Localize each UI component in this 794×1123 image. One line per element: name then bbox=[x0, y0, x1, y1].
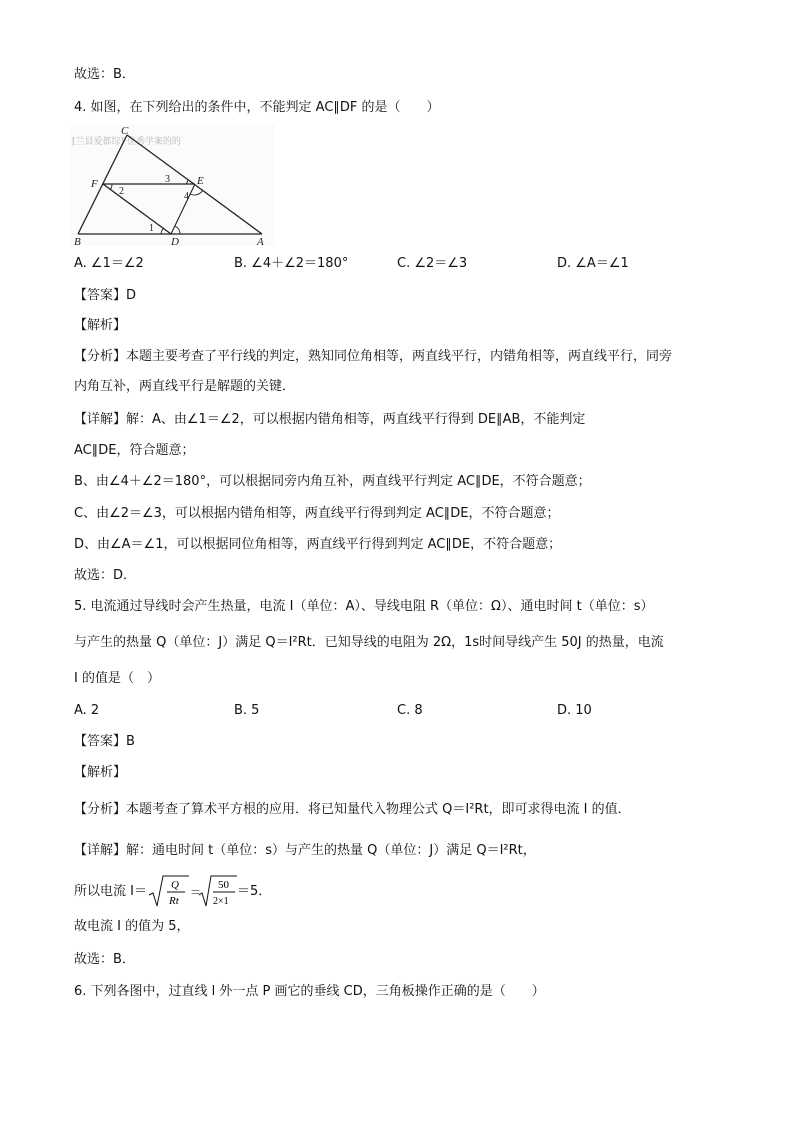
gu-5: 故电流 I 的值为 5， bbox=[74, 919, 190, 934]
sqrt-num-1: Q bbox=[170, 879, 179, 891]
label-E: E bbox=[197, 175, 204, 187]
label-angle-3: 3 bbox=[165, 174, 170, 185]
q5-option-c: C. 8 bbox=[397, 703, 423, 718]
label-angle-4: 4 bbox=[184, 191, 189, 202]
question-5-line1: 5. 电流通过导线时会产生热量，电流 I（单位：A）、导线电阻 R（单位：Ω）、通电时间 t（单位：s） bbox=[74, 599, 654, 614]
formula-line bbox=[74, 872, 271, 912]
sqrt-den-2: 2×1 bbox=[212, 896, 229, 907]
q5-option-d: D. 10 bbox=[557, 703, 592, 718]
question-4: 4. 如图，在下列给出的条件中，不能判定 AC∥DF 的是（ ） bbox=[74, 100, 440, 115]
q5-option-b: B. 5 bbox=[234, 703, 260, 718]
xiangjie-4-line2: AC∥DE，符合题意； bbox=[74, 443, 195, 458]
xiangjie-4-line5: D、由∠A＝∠1，可以根据同位角相等，两直线平行得到判定 AC∥DE，不符合题意； bbox=[74, 537, 562, 552]
figure-watermark: [兰县爱都综] 优秀学案的的 bbox=[72, 137, 181, 147]
q4-option-a: A. ∠1＝∠2 bbox=[74, 256, 144, 271]
q4-option-c: C. ∠2＝∠3 bbox=[397, 256, 468, 271]
formula-suffix: ＝5． bbox=[236, 884, 272, 899]
xiangjie-4-line1: 【详解】解：A、由∠1＝∠2，可以根据内错角相等，两直线平行得到 DE∥AB，不能判定 bbox=[74, 412, 586, 427]
answer-5: 【答案】B bbox=[74, 734, 135, 749]
fenxi-4-line2: 内角互补，两直线平行是解题的关键． bbox=[74, 379, 296, 394]
label-angle-2: 2 bbox=[119, 186, 124, 197]
label-angle-1: 1 bbox=[149, 223, 154, 234]
sqrt-den-1: Rt bbox=[168, 895, 179, 907]
svg-text:＝: ＝ bbox=[189, 887, 201, 899]
jiexi-5: 【解析】 bbox=[74, 765, 127, 780]
q5-option-a: A. 2 bbox=[74, 703, 100, 718]
guxuan-4: 故选：D． bbox=[74, 568, 137, 583]
sqrt-formula bbox=[147, 873, 237, 911]
question-5-line3: I 的值是（ ） bbox=[74, 671, 160, 686]
guxuan-5: 故选：B． bbox=[74, 952, 135, 967]
label-B: B bbox=[74, 236, 81, 246]
label-A: A bbox=[257, 236, 264, 246]
label-F: F bbox=[91, 178, 98, 190]
fenxi-5: 【分析】本题考查了算术平方根的应用．将已知量代入物理公式 Q＝I²Rt，即可求得电流 I 的值． bbox=[74, 802, 631, 817]
label-D: D bbox=[171, 236, 179, 246]
xiangjie-4-line4: C、由∠2＝∠3，可以根据内错角相等，两直线平行得到判定 AC∥DE，不符合题意； bbox=[74, 506, 560, 521]
q4-option-d: D. ∠A＝∠1 bbox=[557, 256, 629, 271]
label-C: C bbox=[121, 125, 129, 137]
question-6: 6. 下列各图中，过直线 l 外一点 P 画它的垂线 CD，三角板操作正确的是（ ） bbox=[74, 984, 545, 999]
formula-prefix: 所以电流 I＝ bbox=[74, 884, 147, 899]
q4-option-b: B. ∠4＋∠2＝180° bbox=[234, 256, 349, 271]
question-5-line2: 与产生的热量 Q（单位：J）满足 Q＝I²Rt．已知导线的电阻为 2Ω，1s时间导线产生 50J 的热量，电流 bbox=[74, 635, 664, 650]
xiangjie-5: 【详解】解：通电时间 t（单位：s）与产生的热量 Q（单位：J）满足 Q＝I²Rt， bbox=[74, 843, 536, 858]
answer-4: 【答案】D bbox=[74, 288, 137, 303]
text-line: 故选：B． bbox=[74, 67, 135, 82]
xiangjie-4-line3: B、由∠4＋∠2＝180°，可以根据同旁内角互补，两直线平行判定 AC∥DE，不符合题意； bbox=[74, 474, 591, 489]
jiexi-4: 【解析】 bbox=[74, 318, 127, 333]
fenxi-4-line1: 【分析】本题主要考查了平行线的判定，熟知同位角相等，两直线平行，内错角相等，两直线平行，同旁 bbox=[74, 349, 673, 364]
sqrt-num-2: 50 bbox=[217, 879, 229, 891]
geometry-figure bbox=[70, 124, 275, 246]
